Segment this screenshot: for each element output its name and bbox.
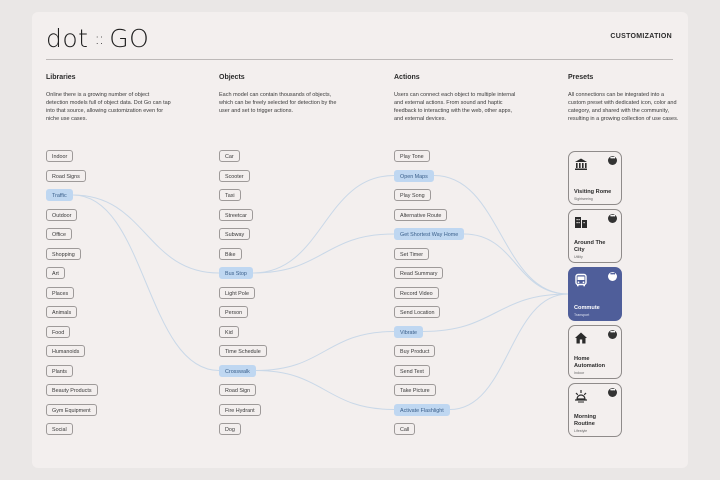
- more-options-icon[interactable]: •••: [608, 214, 617, 223]
- librarie-chip-food[interactable]: Food: [46, 326, 70, 338]
- object-chip-car[interactable]: Car: [219, 150, 240, 162]
- objects-heading: Objects: [219, 74, 245, 81]
- home-icon: [574, 331, 588, 345]
- librarie-chip-social[interactable]: Social: [46, 423, 73, 435]
- presets-description: All connections can be integrated into a custom preset with dedicated icon, color and category, and shared with the community, resulting in a growing collection of use cases.: [568, 92, 679, 122]
- buildings-icon: [574, 215, 588, 229]
- action-chip-read-summary[interactable]: Read Summary: [394, 267, 443, 279]
- preset-name: Visiting Rome: [574, 188, 612, 195]
- objects-description: Each model can contain thousands of objects, which can be freely selected for detection by the user and set to trigger actions.: [219, 92, 337, 114]
- preset-category: Lifestyle: [574, 429, 588, 433]
- object-chip-time-schedule[interactable]: Time Schedule: [219, 345, 267, 357]
- libraries-heading: Libraries: [46, 74, 76, 81]
- preset-card-home-automation[interactable]: [568, 325, 622, 379]
- more-options-icon[interactable]: •••: [608, 388, 617, 397]
- action-chip-vibrate[interactable]: Vibrate: [394, 326, 423, 338]
- object-chip-light-pole[interactable]: Light Pole: [219, 287, 255, 299]
- librarie-chip-places[interactable]: Places: [46, 287, 74, 299]
- librarie-chip-humanoids[interactable]: Humanoids: [46, 345, 85, 357]
- connection-traffic-to-crosswalk: [73, 195, 219, 371]
- connection-crosswalk-to-vibrate: [256, 332, 394, 371]
- sunrise-icon: [574, 389, 588, 403]
- preset-category: Transport: [574, 313, 590, 317]
- landmark-icon: [574, 157, 588, 171]
- object-chip-streetcar[interactable]: Streetcar: [219, 209, 253, 221]
- logo-go-text: GO: [109, 24, 150, 53]
- preset-card-visiting-rome[interactable]: [568, 151, 622, 205]
- object-chip-dog[interactable]: Dog: [219, 423, 241, 435]
- presets-heading: Presets: [568, 74, 594, 81]
- connection-activate-flashlight-to-commute: [450, 294, 568, 410]
- preset-name: Morning Routine: [574, 414, 597, 427]
- preset-category: Sightseeing: [574, 197, 593, 201]
- action-chip-open-maps[interactable]: Open Maps: [394, 170, 434, 182]
- action-chip-send-location[interactable]: Send Location: [394, 306, 440, 318]
- more-options-icon[interactable]: •••: [608, 156, 617, 165]
- action-chip-play-song[interactable]: Play Song: [394, 189, 431, 201]
- librarie-chip-road-signs[interactable]: Road Signs: [46, 170, 86, 182]
- object-chip-crosswalk[interactable]: Crosswalk: [219, 365, 256, 377]
- object-chip-bus-stop[interactable]: Bus Stop: [219, 267, 253, 279]
- action-chip-send-text[interactable]: Send Text: [394, 365, 430, 377]
- object-chip-bike[interactable]: Bike: [219, 248, 242, 260]
- logo-separator: ::: [94, 29, 104, 48]
- connection-crosswalk-to-activate-flashlight: [256, 371, 394, 410]
- action-chip-take-picture[interactable]: Take Picture: [394, 384, 436, 396]
- preset-category: Indoor: [574, 371, 585, 375]
- preset-card-morning-routine[interactable]: [568, 383, 622, 437]
- object-chip-scooter[interactable]: Scooter: [219, 170, 250, 182]
- libraries-description: Online there is a growing number of object detection models full of object data. Dot Go can tap into that source, allowing customization even for niche use cases.: [46, 92, 171, 122]
- librarie-chip-office[interactable]: Office: [46, 228, 72, 240]
- connection-vibrate-to-commute: [423, 294, 568, 332]
- librarie-chip-gym-equipment[interactable]: Gym Equipment: [46, 404, 97, 416]
- connection-bus-stop-to-open-maps: [253, 176, 394, 274]
- librarie-chip-shopping[interactable]: Shopping: [46, 248, 81, 260]
- action-chip-call[interactable]: Call: [394, 423, 415, 435]
- action-chip-alternative-route[interactable]: Alternative Route: [394, 209, 447, 221]
- logo-dot-text: dot: [46, 24, 89, 53]
- connection-traffic-to-bus-stop: [73, 195, 219, 273]
- librarie-chip-beauty-products[interactable]: Beauty Products: [46, 384, 98, 396]
- page-title: CUSTOMIZATION: [610, 33, 672, 40]
- connection-get-shortest-way-home-to-commute: [464, 234, 568, 294]
- preset-category: Utility: [574, 255, 583, 259]
- librarie-chip-art[interactable]: Art: [46, 267, 65, 279]
- preset-card-around-the-city[interactable]: [568, 209, 622, 263]
- actions-description: Users can connect each object to multiple internal and external actions. From sound and haptic feedback to interacting with the web, other apps, and external devices.: [394, 92, 516, 122]
- action-chip-get-shortest-way-home[interactable]: Get Shortest Way Home: [394, 228, 464, 240]
- more-options-icon[interactable]: •••: [608, 272, 617, 281]
- object-chip-road-sign[interactable]: Road Sign: [219, 384, 256, 396]
- action-chip-set-timer[interactable]: Set Timer: [394, 248, 429, 260]
- object-chip-kid[interactable]: Kid: [219, 326, 239, 338]
- connection-bus-stop-to-get-shortest-way-home: [253, 234, 394, 273]
- object-chip-fire-hydrant[interactable]: Fire Hydrant: [219, 404, 261, 416]
- preset-name: Home Automation: [574, 356, 606, 369]
- preset-card-commute[interactable]: [568, 267, 622, 321]
- actions-heading: Actions: [394, 74, 420, 81]
- librarie-chip-outdoor[interactable]: Outdoor: [46, 209, 77, 221]
- object-chip-taxi[interactable]: Taxi: [219, 189, 241, 201]
- object-chip-person[interactable]: Person: [219, 306, 248, 318]
- action-chip-activate-flashlight[interactable]: Activate Flashlight: [394, 404, 450, 416]
- action-chip-buy-product[interactable]: Buy Product: [394, 345, 435, 357]
- librarie-chip-traffic[interactable]: Traffic: [46, 189, 73, 201]
- preset-name: Around The City: [574, 240, 606, 253]
- action-chip-play-tone[interactable]: Play Tone: [394, 150, 430, 162]
- more-options-icon[interactable]: •••: [608, 330, 617, 339]
- librarie-chip-indoor[interactable]: Indoor: [46, 150, 73, 162]
- object-chip-subway[interactable]: Subway: [219, 228, 250, 240]
- librarie-chip-animals[interactable]: Animals: [46, 306, 77, 318]
- action-chip-record-video[interactable]: Record Video: [394, 287, 439, 299]
- librarie-chip-plants[interactable]: Plants: [46, 365, 73, 377]
- bus-icon: [574, 273, 588, 287]
- preset-name: Commute: [574, 304, 600, 311]
